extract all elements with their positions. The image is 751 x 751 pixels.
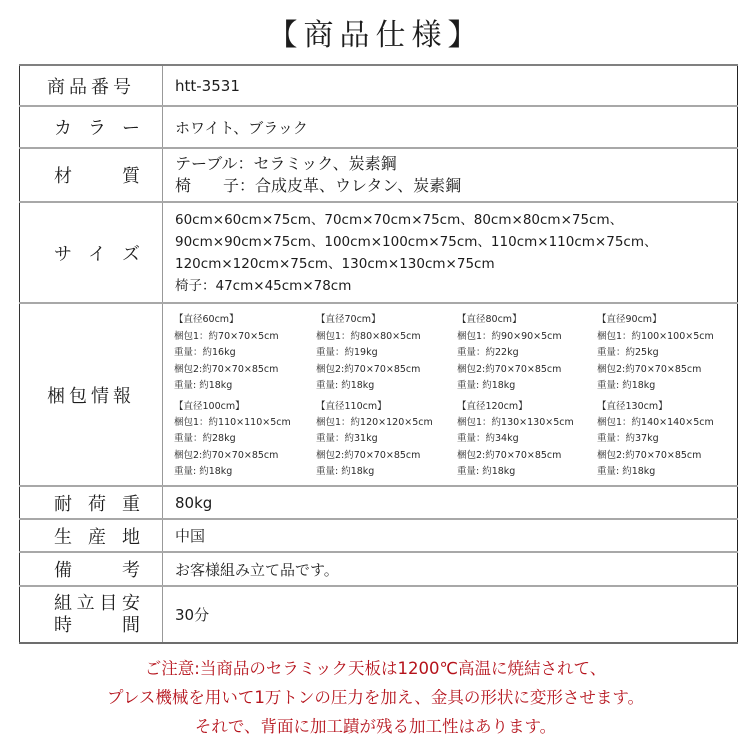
- packaging-item: 【直径100cm】 梱包1：約110×110×5cm 重量：約28kg 梱包2:約70×70×85cm 重量: 約18kg: [174, 400, 291, 478]
- label-product-number: 商品番号: [20, 65, 163, 106]
- value-remarks: お客様組み立て品です。: [163, 552, 738, 586]
- value-load-capacity: 80kg: [163, 486, 738, 519]
- page-title: 【商品仕様】: [267, 18, 484, 53]
- label-material: 材 質: [20, 148, 163, 202]
- label-color: カ ラ ー: [20, 106, 163, 148]
- packaging-item: 【直径70cm】 梱包1：約80×80×5cm 重量：約19kg 梱包2:約70×70×85cm 重量: 約18kg: [316, 314, 421, 392]
- label-size: サ イ ズ: [20, 202, 163, 303]
- label-assembly-time: 組 立 目 安 時 間: [20, 586, 163, 643]
- row-origin: [20, 519, 738, 552]
- packaging-grid: [174, 306, 737, 482]
- label-remarks: 備 考: [20, 552, 163, 586]
- row-packaging: [20, 303, 738, 486]
- row-color: [20, 106, 738, 148]
- packaging-item: 【直径110cm】 梱包1：約120×120×5cm 重量：約31kg 梱包2:約70×70×85cm 重量: 約18kg: [316, 400, 433, 478]
- row-load-capacity: [20, 486, 738, 519]
- notice-text: ご注意:当商品のセラミック天板は1200℃高温に焼結されて、 プレス機械を用いて1万トンの圧力を加え、金具の形状に変形させます。 それで、背面に加工蹟が残る加工性はあります。: [106, 659, 644, 736]
- row-assembly-time: [20, 586, 738, 643]
- value-origin: 中国: [163, 519, 738, 552]
- value-color: ホワイト、ブラック: [163, 106, 738, 148]
- value-size: 60cm×60cm×75cm、70cm×70cm×75cm、80cm×80cm×75cm、 90cm×90cm×75cm、100cm×100cm×75cm、110cm×110cm×75cm、 120cm×120cm×75cm、130cm×130cm×75cm 椅子：47cm×45cm×78cm: [163, 202, 738, 303]
- label-origin: 生 産 地: [20, 519, 163, 552]
- packaging-item: 【直径80cm】 梱包1：約90×90×5cm 重量：約22kg 梱包2:約70×70×85cm 重量: 約18kg: [457, 314, 562, 392]
- packaging-item: 【直径120cm】 梱包1：約130×130×5cm 重量：約34kg 梱包2:約70×70×85cm 重量: 約18kg: [457, 400, 574, 478]
- row-remarks: [20, 552, 738, 586]
- value-assembly-time: 30分: [163, 586, 738, 643]
- packaging-item: 【直径130cm】 梱包1：約140×140×5cm 重量：約37kg 梱包2:約70×70×85cm 重量: 約18kg: [597, 400, 714, 478]
- value-packaging: [163, 303, 738, 486]
- row-size: [20, 202, 738, 303]
- value-product-number: htt-3531: [163, 65, 738, 106]
- row-product-number: [20, 65, 738, 106]
- packaging-item: 【直径90cm】 梱包1：約100×100×5cm 重量：約25kg 梱包2:約70×70×85cm 重量: 約18kg: [597, 314, 714, 392]
- packaging-item: 【直径60cm】 梱包1：約70×70×5cm 重量：約16kg 梱包2:約70×70×85cm 重量: 約18kg: [174, 314, 279, 392]
- label-packaging: 梱包情報: [20, 303, 163, 486]
- label-load-capacity: 耐 荷 重: [20, 486, 163, 519]
- value-material: テーブル：セラミック、炭素鋼 椅 子：合成皮革、ウレタン、炭素鋼: [163, 148, 738, 202]
- spec-table: [19, 64, 738, 644]
- row-material: [20, 148, 738, 202]
